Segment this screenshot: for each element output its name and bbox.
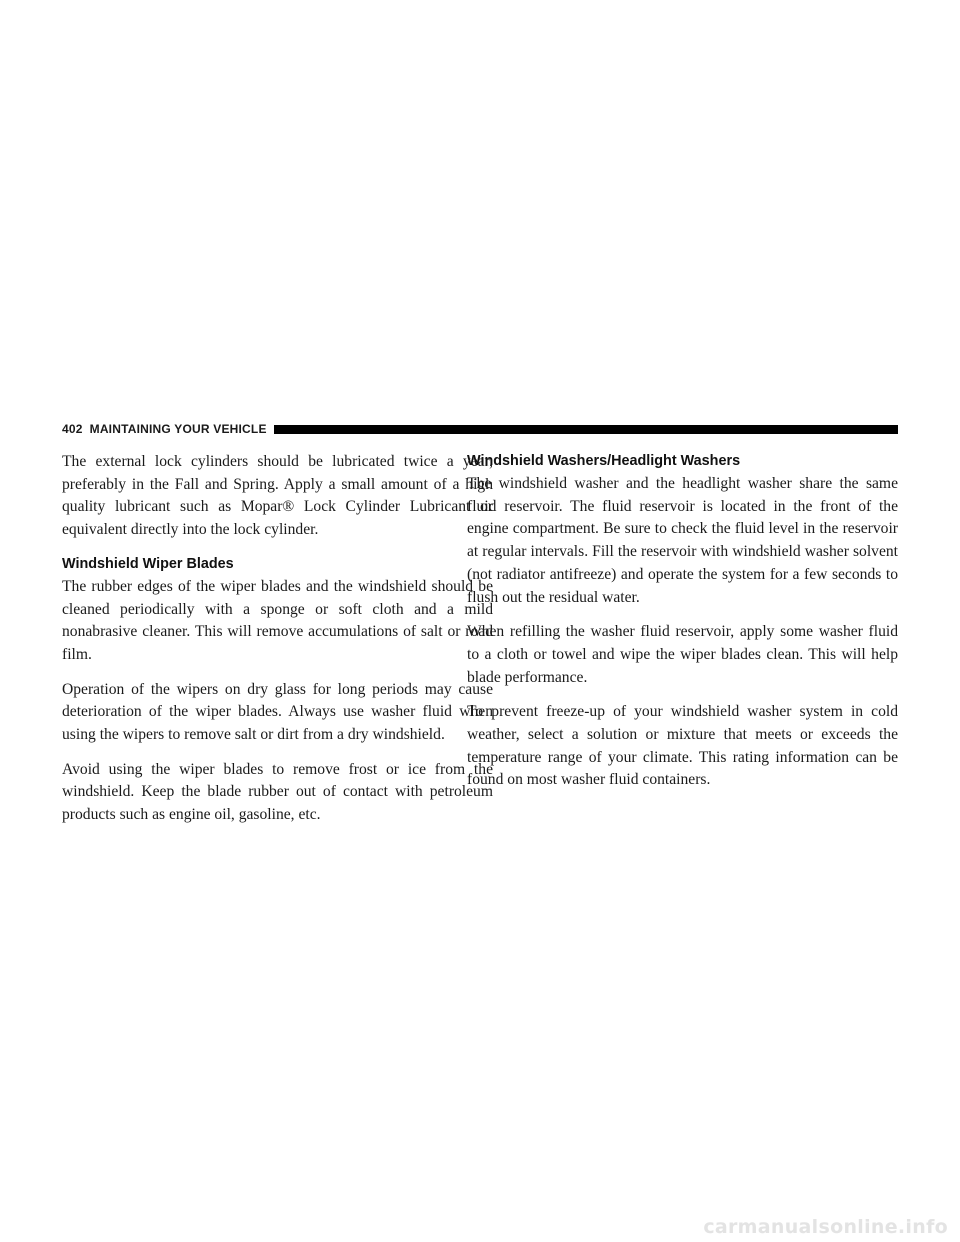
left-column [62, 451, 493, 839]
washers-heading: Windshield Washers/Headlight Washers [467, 453, 741, 469]
wiper-paragraph-1: The rubber edges of the wiper blades and the windshield should be cleaned periodically with a sponge or soft cloth and a mild nonabrasive cleaner. This will remove accumulations of salt or road film. [62, 577, 493, 663]
header-rule [274, 425, 898, 434]
lock-cylinder-paragraph: The external lock cylinders should be lubricated twice a year, preferably in the Fall and Spring. Apply a small amount of a high quality lubricant such as Mopar® Lock Cylinder Lubricant or equivalent directly into the lock cylinder. [62, 453, 493, 539]
watermark: carmanualsonline.info [703, 1216, 948, 1238]
section-title: MAINTAINING YOUR VEHICLE [89, 422, 267, 436]
wiper-blades-heading: Windshield Wiper Blades [62, 555, 234, 572]
washer-paragraph-2: When refilling the washer fluid reservoir, apply some washer fluid to a cloth or towel and wipe the wiper blades clean. This will help blade performance. [467, 623, 898, 686]
page-header [62, 421, 898, 437]
right-column [467, 451, 898, 804]
page-number: 402 [62, 422, 83, 436]
washer-paragraph-1: The windshield washer and the headlight washer share the same fluid reservoir. The fluid reservoir is located in the front of the engine compartment. Be sure to check the fluid level in the reservoir at regular intervals. Fill the reservoir with windshield washer solvent (not radiator antifreeze) and operate the system for a few seconds to flush out the residual water. [467, 475, 898, 606]
wiper-paragraph-3: Avoid using the wiper blades to remove frost or ice from the windshield. Keep the blade rubber out of contact with petroleum products such as engine oil, gasoline, etc. [62, 760, 493, 824]
wiper-paragraph-2: Operation of the wipers on dry glass for long periods may cause deterioration of the wiper blades. Always use washer fluid when using the wipers to remove salt or dirt from a dry windshield. [62, 680, 493, 744]
washer-paragraph-3: To prevent freeze-up of your windshield washer system in cold weather, select a solution or mixture that meets or exceeds the temperature range of your climate. This rating information can be found on most washer fluid containers. [467, 703, 898, 789]
